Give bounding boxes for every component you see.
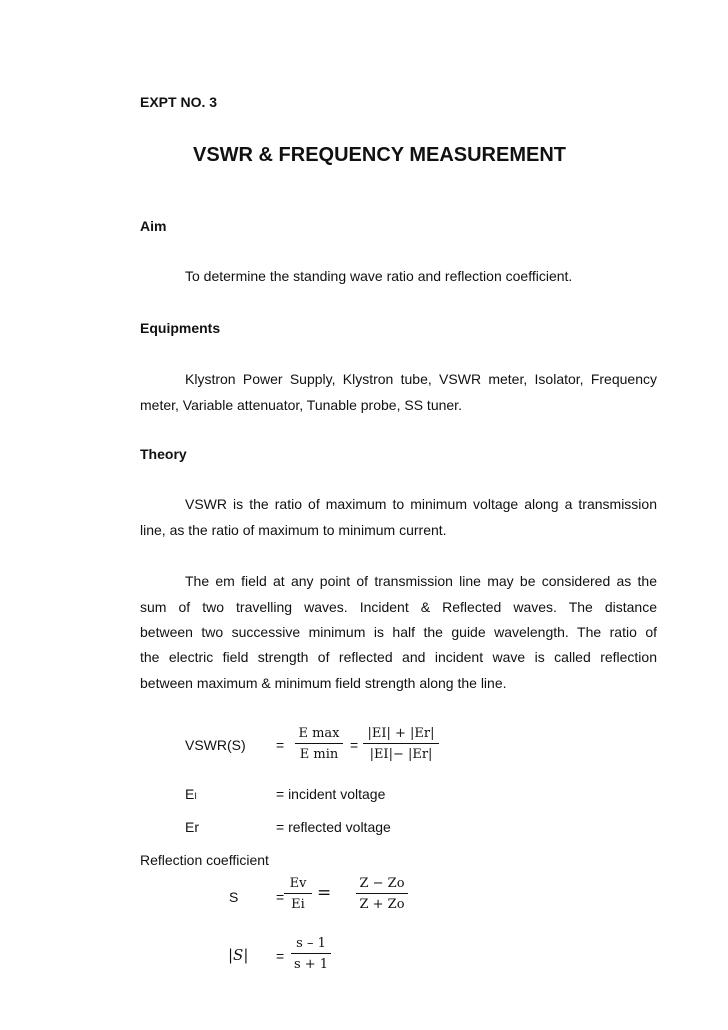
fraction-denominator: E min [299,747,339,762]
equipments-heading: Equipments [140,320,221,336]
fraction-numerator: E max [295,726,343,744]
vswr-fraction-voltages [363,726,439,762]
magnitude-fraction [291,936,331,972]
theory-line: line, as the ratio of maximum to minimum current. [140,522,447,538]
equals-sign: = [276,948,285,964]
reflection-fraction-impedance [356,876,408,912]
s-label: S [229,889,239,905]
reflected-voltage-definition: = reflected voltage [276,819,391,835]
theory-line: VSWR is the ratio of maximum to minimum voltage along a transmission [185,496,657,512]
equipments-line: Klystron Power Supply, Klystron tube, VSWR meter, Isolator, Frequency [185,371,657,387]
fraction-denominator: Z + Zo [359,897,405,912]
theory-line: The em field at any point of transmission line may be considered as the [185,573,657,589]
incident-voltage-symbol [185,786,197,802]
equipments-line: meter, Variable attenuator, Tunable probe, SS tuner. [140,397,462,413]
theory-line: between two successive minimum is half the guide wavelength. The ratio of [140,624,657,640]
fraction-numerator: Z − Zo [356,876,408,894]
reflection-coefficient-heading: Reflection coefficient [140,852,269,868]
theory-heading: Theory [140,446,187,462]
fraction-denominator: |EI|− |Er| [369,747,433,762]
symbol-e: E [185,786,195,802]
vswr-fraction-emax-emin [295,726,343,762]
theory-line: sum of two travelling waves. Incident & Reflected waves. The distance [140,599,657,615]
fraction-denominator: Ei [291,897,305,912]
equals-sign: = [317,883,332,903]
abs-s-label: |S| [228,946,249,964]
incident-voltage-definition: = incident voltage [276,786,386,802]
reflection-fraction-ev-ei [284,876,312,912]
fraction-numerator: |EI| + |Er| [363,726,439,744]
fraction-numerator: Ev [284,876,312,894]
experiment-number: EXPT NO. 3 [140,94,218,110]
page-title: VSWR & FREQUENCY MEASUREMENT [193,144,566,166]
theory-line: the electric field strength of reflected and incident wave is called reflection [140,649,657,665]
aim-heading: Aim [140,218,167,234]
equals-sign: = [276,737,285,753]
equals-sign: = [276,889,285,905]
subscript-i: I [194,791,197,801]
aim-text: To determine the standing wave ratio and reflection coefficient. [185,268,573,284]
reflected-voltage-symbol: Er [185,819,199,835]
vswr-label: VSWR(S) [185,737,246,753]
equals-sign: = [350,737,359,753]
fraction-denominator: s + 1 [293,957,329,972]
theory-line: between maximum & minimum field strength along the line. [140,675,507,691]
fraction-numerator: s – 1 [291,936,331,954]
